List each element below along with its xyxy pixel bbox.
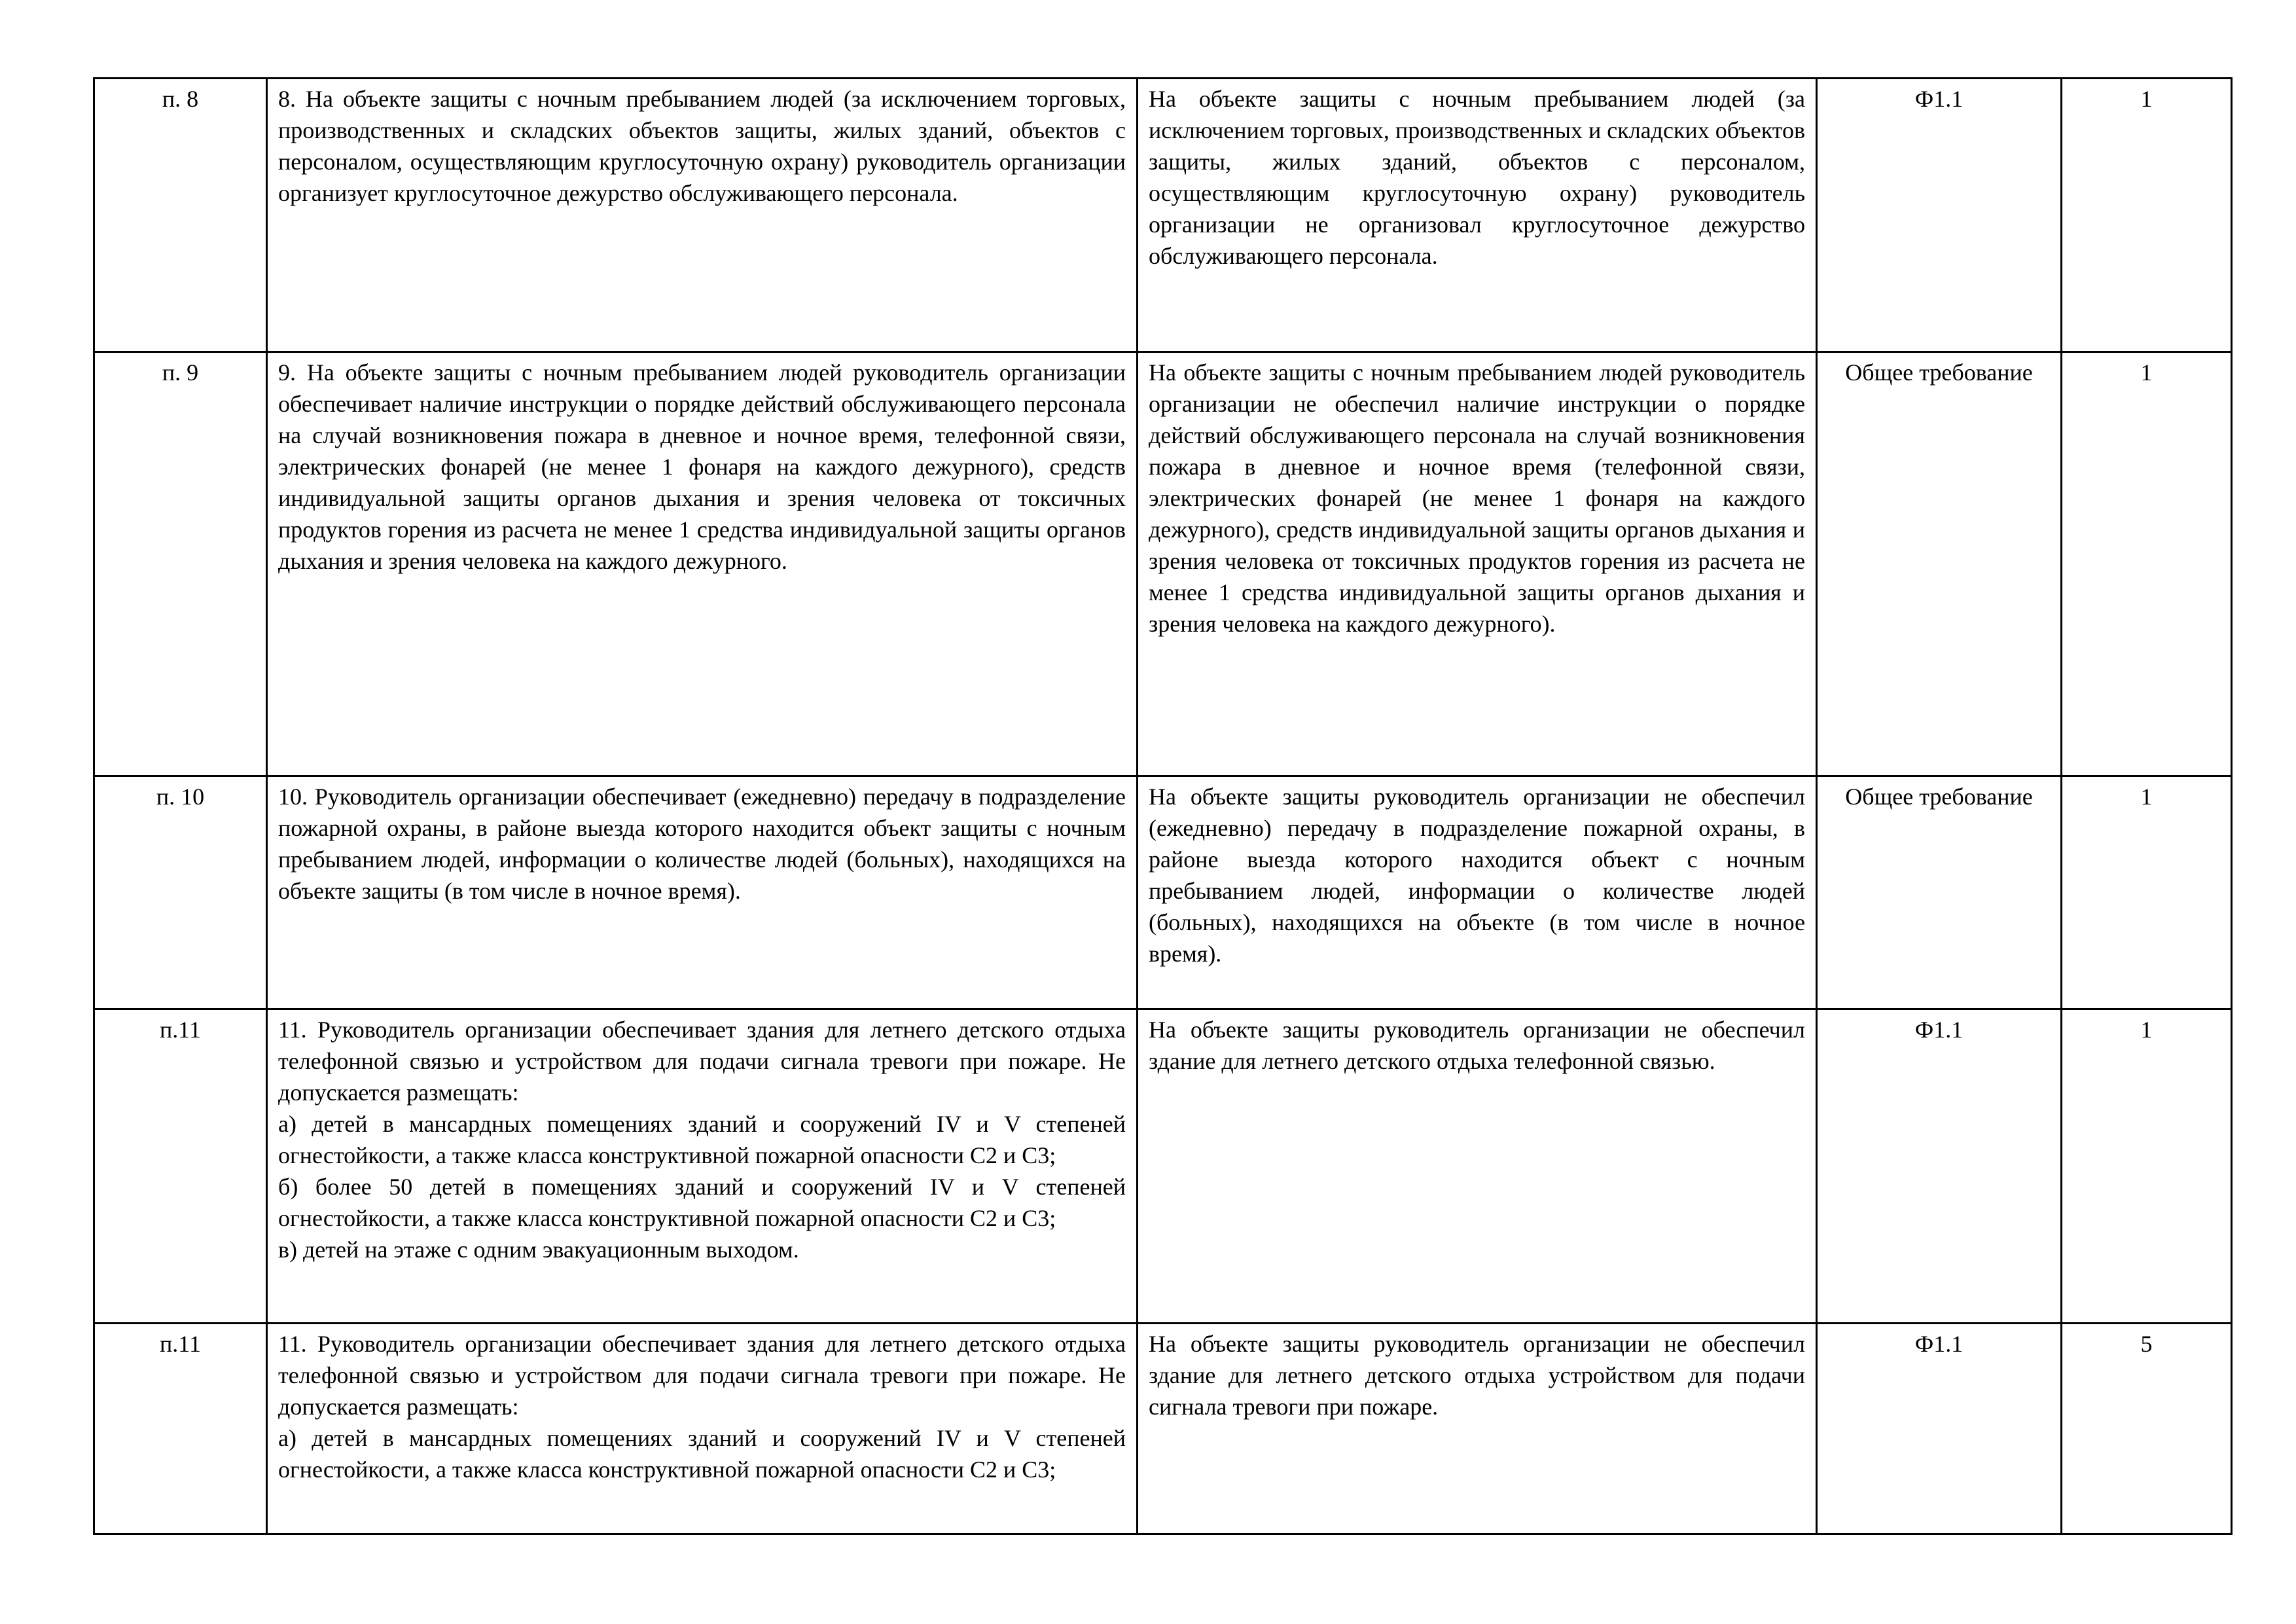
requirement-subitem: б) более 50 детей в помещениях зданий и сооружений IV и V степеней огнестойкости, а также класса конструктивной пожарной опасности С2 и С3; bbox=[278, 1174, 1126, 1231]
item-number-cell: п. 10 bbox=[94, 776, 267, 1009]
table-row bbox=[94, 1324, 2232, 1534]
class-cell: Ф1.1 bbox=[1817, 1009, 2062, 1324]
table-row bbox=[94, 79, 2232, 352]
score-cell: 1 bbox=[2062, 352, 2232, 776]
requirement-cell: 10. Руководитель организации обеспечивает (ежедневно) передачу в подразделение пожарной охраны, в районе выезда которого находится объект защиты с ночным пребыванием людей, информации о количестве людей (больных), находящихся на объекте защиты (в том числе в ночное время). bbox=[267, 776, 1138, 1009]
requirement-cell bbox=[267, 1324, 1138, 1534]
item-number-cell: п.11 bbox=[94, 1324, 267, 1534]
violation-cell: На объекте защиты руководитель организации не обеспечил здание для летнего детского отдыха устройством для подачи сигнала тревоги при пожаре. bbox=[1138, 1324, 1817, 1534]
item-number-cell: п. 8 bbox=[94, 79, 267, 352]
violation-cell: На объекте защиты руководитель организации не обеспечил (ежедневно) передачу в подразделение пожарной охраны, в районе выезда которого находится объект с ночным пребыванием людей, информации о количестве людей (больных), находящихся на объекте (в том числе в ночное время). bbox=[1138, 776, 1817, 1009]
requirement-subitem: в) детей на этаже с одним эвакуационным выходом. bbox=[278, 1236, 799, 1263]
table-row bbox=[94, 352, 2232, 776]
class-cell: Общее требование bbox=[1817, 776, 2062, 1009]
requirement-paragraph: 11. Руководитель организации обеспечивает здания для летнего детского отдыха телефонной связью и устройством для подачи сигнала тревоги при пожаре. Не допускается размещать: bbox=[278, 1017, 1126, 1106]
score-cell: 1 bbox=[2062, 776, 2232, 1009]
class-cell: Общее требование bbox=[1817, 352, 2062, 776]
score-cell: 1 bbox=[2062, 1009, 2232, 1324]
violation-cell: На объекте защиты с ночным пребыванием людей руководитель организации не обеспечил наличие инструкции о порядке действий обслуживающего персонала на случай возникновения пожара в дневное и ночное время (телефонной связи, электрических фонарей (не менее 1 фонаря на каждого дежурного), средств индивидуальной защиты органов дыхания и зрения человека от токсичных продуктов горения из расчета не менее 1 средства индивидуальной защиты органов дыхания и зрения человека на каждого дежурного). bbox=[1138, 352, 1817, 776]
requirement-subitem: а) детей в мансардных помещениях зданий и сооружений IV и V степеней огнестойкости, а также класса конструктивной пожарной опасности С2 и С3; bbox=[278, 1425, 1126, 1483]
requirements-table bbox=[93, 77, 2233, 1535]
requirement-cell: 8. На объекте защиты с ночным пребыванием людей (за исключением торговых, производственных и складских объектов защиты, жилых зданий, объектов с персоналом, осуществляющим круглосуточную охрану) руководитель организации организует круглосуточное дежурство обслуживающего персонала. bbox=[267, 79, 1138, 352]
table-row bbox=[94, 1009, 2232, 1324]
table-row bbox=[94, 776, 2232, 1009]
violation-cell: На объекте защиты руководитель организации не обеспечил здание для летнего детского отдыха телефонной связью. bbox=[1138, 1009, 1817, 1324]
item-number-cell: п. 9 bbox=[94, 352, 267, 776]
class-cell: Ф1.1 bbox=[1817, 79, 2062, 352]
requirement-paragraph: 11. Руководитель организации обеспечивает здания для летнего детского отдыха телефонной связью и устройством для подачи сигнала тревоги при пожаре. Не допускается размещать: bbox=[278, 1331, 1126, 1420]
class-cell: Ф1.1 bbox=[1817, 1324, 2062, 1534]
item-number-cell: п.11 bbox=[94, 1009, 267, 1324]
score-cell: 1 bbox=[2062, 79, 2232, 352]
requirement-cell bbox=[267, 1009, 1138, 1324]
requirement-cell: 9. На объекте защиты с ночным пребыванием людей руководитель организации обеспечивает наличие инструкции о порядке действий обслуживающего персонала на случай возникновения пожара в дневное и ночное время, телефонной связи, электрических фонарей (не менее 1 фонаря на каждого дежурного), средств индивидуальной защиты органов дыхания и зрения человека от токсичных продуктов горения из расчета не менее 1 средства индивидуальной защиты органов дыхания и зрения человека на каждого дежурного. bbox=[267, 352, 1138, 776]
violation-cell: На объекте защиты с ночным пребыванием людей (за исключением торговых, производственных и складских объектов защиты, жилых зданий, объектов с персоналом, осуществляющим круглосуточную охрану) руководитель организации не организовал круглосуточное дежурство обслуживающего персонала. bbox=[1138, 79, 1817, 352]
score-cell: 5 bbox=[2062, 1324, 2232, 1534]
requirement-subitem: а) детей в мансардных помещениях зданий и сооружений IV и V степеней огнестойкости, а также класса конструктивной пожарной опасности С2 и С3; bbox=[278, 1111, 1126, 1168]
